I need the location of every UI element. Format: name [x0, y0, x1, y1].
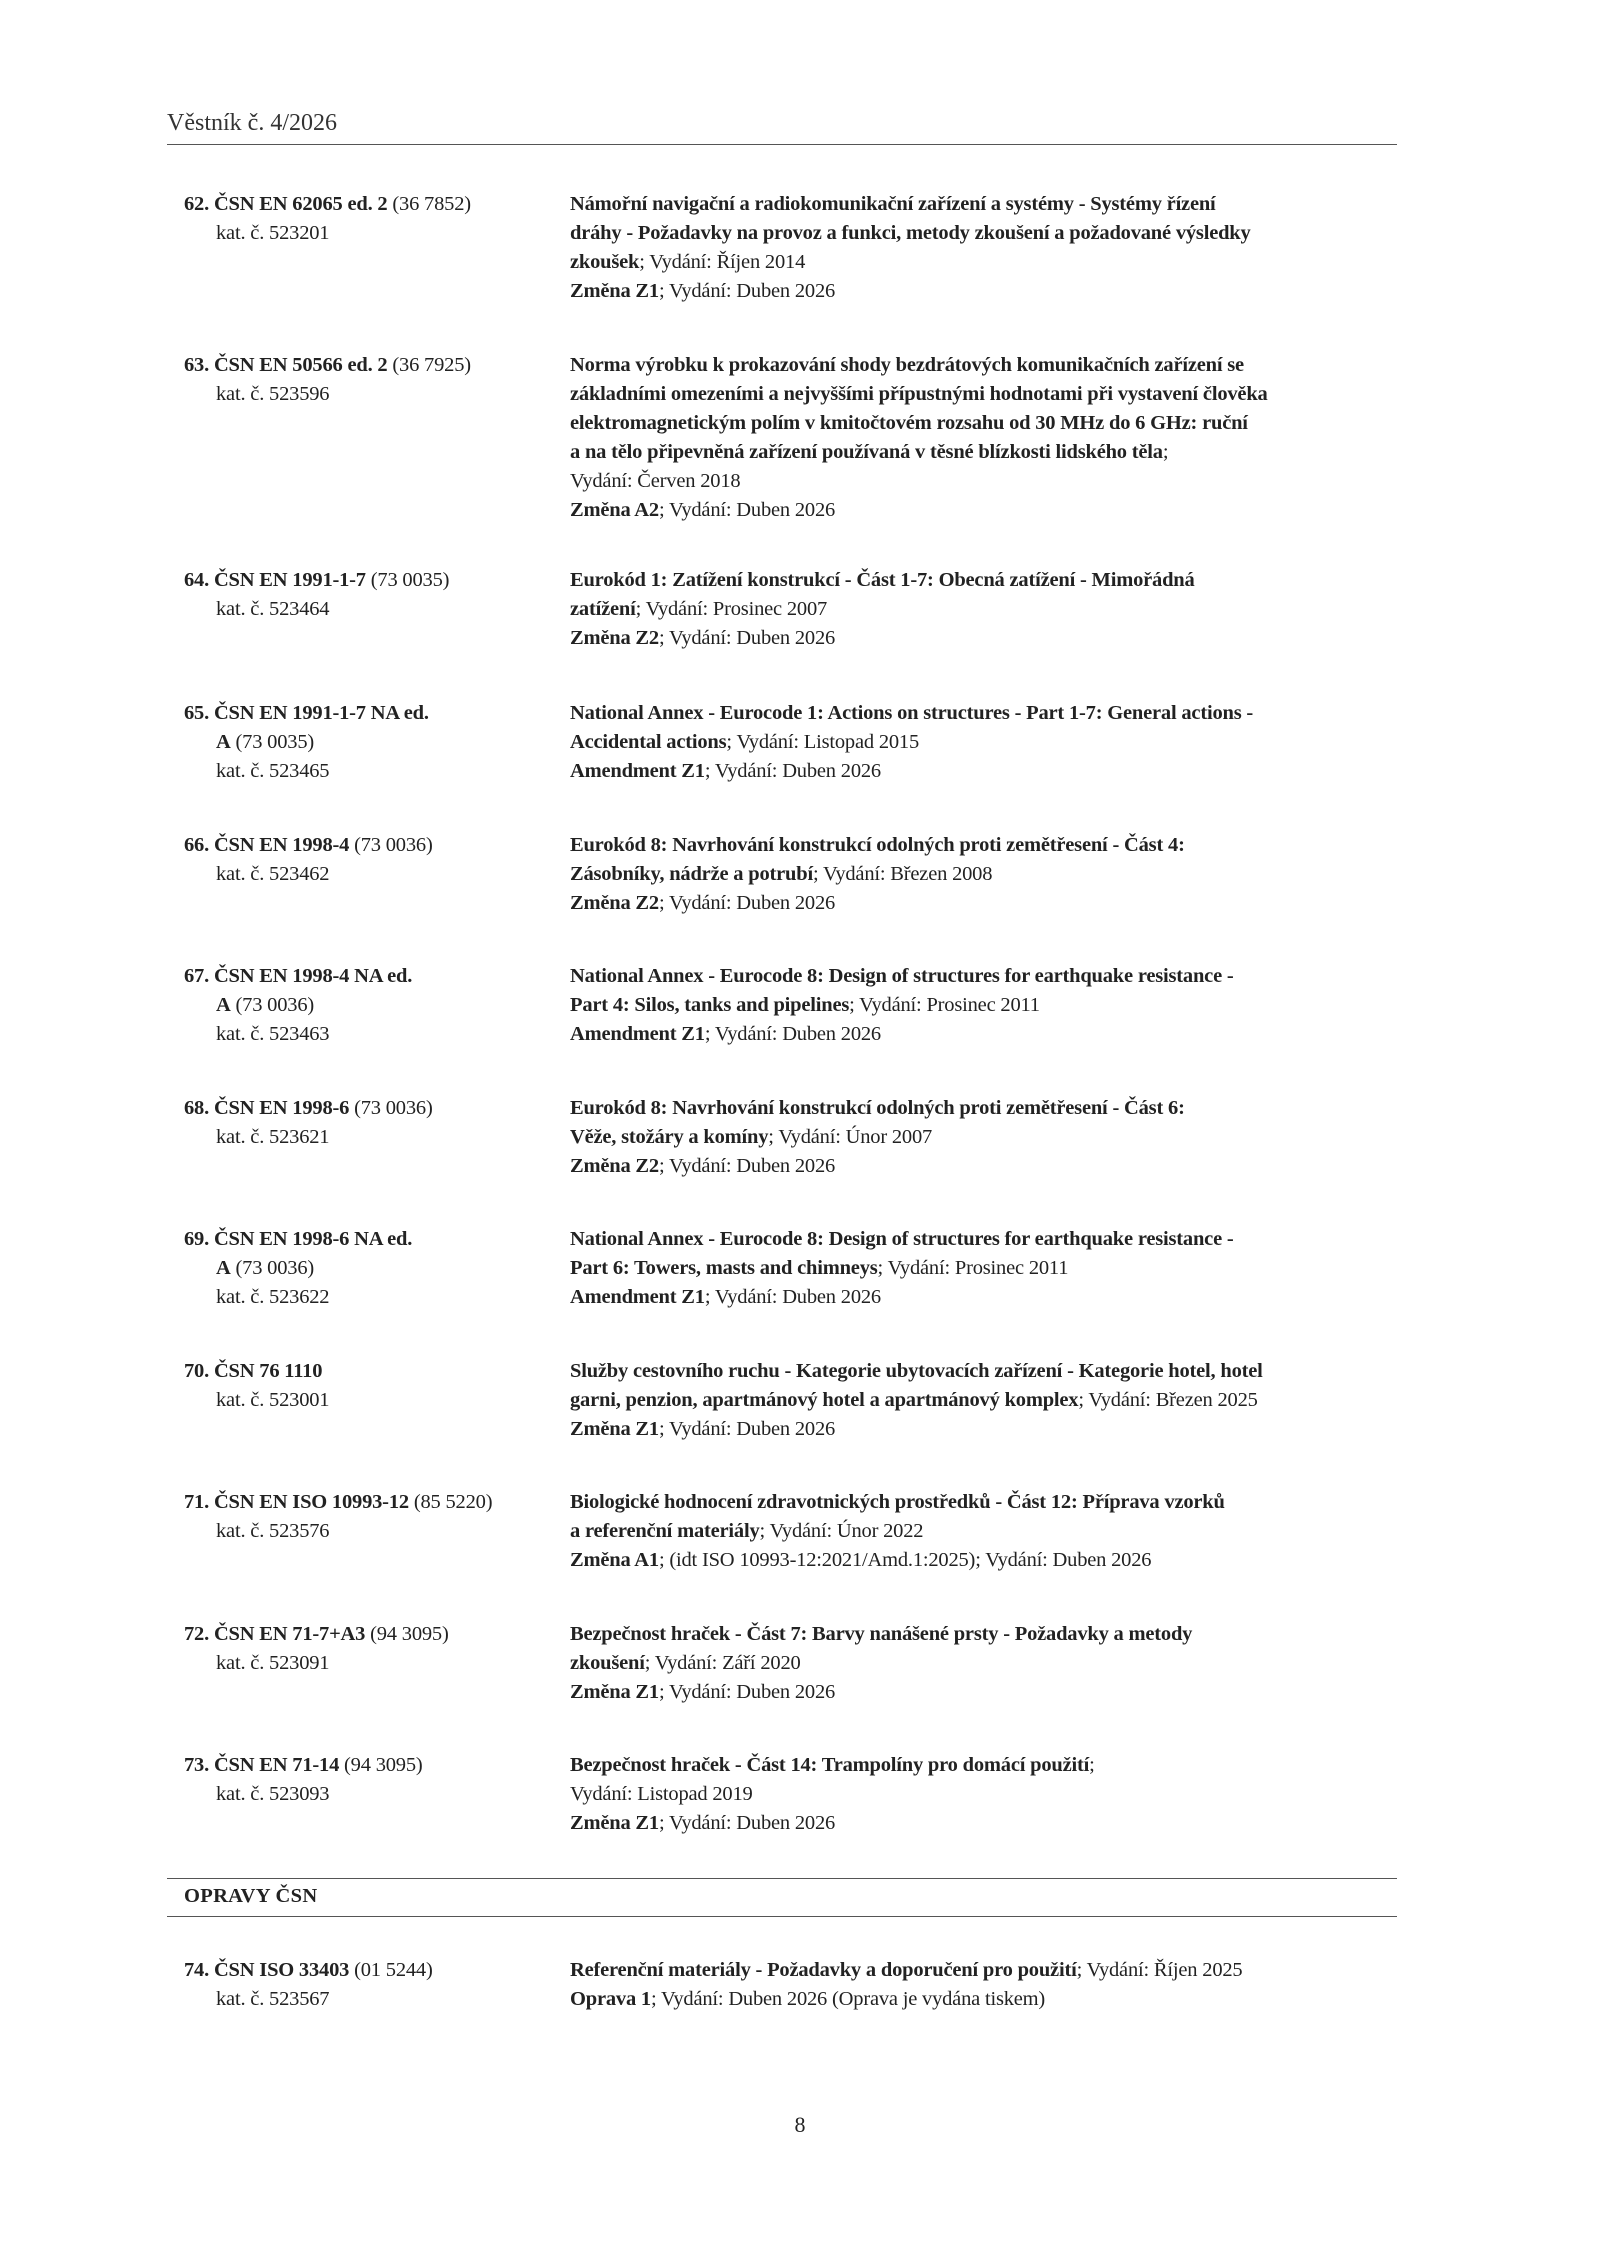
regular-text: ; Vydání: Duben 2026: [658, 1812, 836, 1834]
text-line: [184, 831, 564, 860]
bold-text: 64. ČSN EN 1991-1-7: [184, 569, 366, 591]
regular-text: ; Vydání: Březen 2025: [1078, 1389, 1258, 1411]
regular-text: ; Vydání: Duben 2026: [704, 1286, 881, 1308]
regular-text: kat. č. 523463: [216, 1023, 330, 1045]
standard-description: [570, 699, 1410, 786]
regular-text: kat. č. 523621: [216, 1126, 330, 1148]
bold-text: Služby cestovního ruchu - Kategorie ubytovacích zařízení - Kategorie hotel, hotel: [570, 1360, 1263, 1382]
journal-title: Věstník č. 4/2026: [167, 110, 337, 136]
bold-text: Oprava 1: [570, 1988, 651, 2010]
text-line: [570, 962, 1410, 991]
standard-description: [570, 1956, 1410, 2014]
text-line: [184, 1020, 564, 1049]
text-line: [570, 409, 1410, 438]
text-line: [184, 1985, 564, 2014]
regular-text: ; Vydání: Únor 2022: [759, 1520, 924, 1542]
text-line: [184, 1956, 564, 1985]
text-line: [184, 219, 564, 248]
bold-text: National Annex - Eurocode 8: Design of structures for earthquake resistance -: [570, 1228, 1234, 1250]
regular-text: ; Vydání: Září 2020: [644, 1652, 801, 1674]
text-line: [184, 1225, 564, 1254]
text-line: [184, 566, 564, 595]
bold-text: zkoušek: [570, 251, 640, 273]
bold-text: 69. ČSN EN 1998-6 NA ed.: [184, 1228, 413, 1250]
text-line: [184, 1751, 564, 1780]
bold-text: a na tělo připevněná zařízení používaná v těsné blízkosti lidského těla: [570, 441, 1163, 463]
bold-text: Eurokód 8: Navrhování konstrukcí odolných proti zemětřesení - Část 4:: [570, 834, 1185, 856]
bold-text: Eurokód 1: Zatížení konstrukcí - Část 1-7: Obecná zatížení - Mimořádná: [570, 569, 1195, 591]
regular-text: ; Vydání: Duben 2026: [658, 499, 836, 521]
regular-text: (36 7852): [387, 193, 471, 215]
regular-text: ;: [1162, 441, 1169, 463]
regular-text: kat. č. 523622: [216, 1286, 330, 1308]
text-line: [570, 1020, 1410, 1049]
regular-text: (36 7925): [387, 354, 471, 376]
text-line: [184, 1357, 564, 1386]
regular-text: kat. č. 523464: [216, 598, 330, 620]
text-line: [184, 728, 564, 757]
bold-text: A: [216, 994, 231, 1016]
regular-text: kat. č. 523201: [216, 222, 330, 244]
text-line: [570, 1225, 1410, 1254]
bold-text: 70. ČSN 76 1110: [184, 1360, 323, 1382]
bold-text: Změna Z1: [570, 1812, 659, 1834]
text-line: [570, 1546, 1410, 1575]
bold-text: 68. ČSN EN 1998-6: [184, 1097, 350, 1119]
bold-text: Změna Z2: [570, 627, 659, 649]
bold-text: elektromagnetickým polím v kmitočtovém rozsahu od 30 MHz do 6 GHz: ruční: [570, 412, 1248, 434]
regular-text: ; Vydání: Prosinec 2011: [849, 994, 1040, 1016]
bold-text: Referenční materiály - Požadavky a doporučení pro použití: [570, 1959, 1077, 1981]
text-line: [570, 1517, 1410, 1546]
regular-text: ; Vydání: Říjen 2014: [639, 251, 806, 273]
regular-text: ; Vydání: Listopad 2015: [726, 731, 920, 753]
text-line: [570, 1620, 1410, 1649]
bold-text: 65. ČSN EN 1991-1-7 NA ed.: [184, 702, 429, 724]
page-number: 8: [794, 2112, 806, 2137]
regular-text: (85 5220): [408, 1491, 493, 1513]
bold-text: základními omezeními a nejvyššími přípustnými hodnotami při vystavení člověka: [570, 383, 1268, 405]
text-line: [184, 190, 564, 219]
regular-text: ; Vydání: Říjen 2025: [1076, 1959, 1243, 1981]
regular-text: ; Vydání: Duben 2026: [658, 280, 836, 302]
standard-description: [570, 1488, 1410, 1575]
regular-text: ; Vydání: Duben 2026: [658, 627, 836, 649]
bold-text: Námořní navigační a radiokomunikační zařízení a systémy - Systémy řízení: [570, 193, 1216, 215]
standard-identifier: [184, 962, 564, 1049]
bold-text: dráhy - Požadavky na provoz a funkci, metody zkoušení a požadované výsledky: [570, 222, 1251, 244]
standard-description: [570, 831, 1410, 918]
text-line: [184, 1620, 564, 1649]
bold-text: National Annex - Eurocode 8: Design of structures for earthquake resistance -: [570, 965, 1234, 987]
regular-text: ; Vydání: Březen 2008: [812, 863, 993, 885]
text-line: [184, 757, 564, 786]
text-line: [570, 1152, 1410, 1181]
standard-identifier: [184, 1620, 564, 1678]
text-line: [570, 728, 1410, 757]
text-line: [570, 496, 1410, 525]
bold-text: Změna Z1: [570, 1418, 659, 1440]
text-line: [570, 757, 1410, 786]
bold-text: Biologické hodnocení zdravotnických prostředků - Část 12: Příprava vzorků: [570, 1491, 1225, 1513]
standard-identifier: [184, 699, 564, 786]
standard-description: [570, 1094, 1410, 1181]
bold-text: A: [216, 1257, 231, 1279]
standard-description: [570, 962, 1410, 1049]
regular-text: kat. č. 523576: [216, 1520, 330, 1542]
standard-identifier: [184, 1357, 564, 1415]
regular-text: kat. č. 523465: [216, 760, 330, 782]
text-line: [570, 1751, 1410, 1780]
text-line: [570, 1094, 1410, 1123]
regular-text: kat. č. 523462: [216, 863, 330, 885]
bold-text: Amendment Z1: [570, 1023, 705, 1045]
standard-description: [570, 1357, 1410, 1444]
section-divider-bottom: [167, 1916, 1397, 1917]
bold-text: Part 4: Silos, tanks and pipelines: [570, 994, 850, 1016]
regular-text: ; Vydání: Prosinec 2011: [877, 1257, 1069, 1279]
bold-text: garni, penzion, apartmánový hotel a apartmánový komplex: [570, 1389, 1079, 1411]
text-line: [184, 1386, 564, 1415]
regular-text: ; Vydání: Prosinec 2007: [635, 598, 828, 620]
standard-identifier: [184, 1488, 564, 1546]
regular-text: (01 5244): [349, 1959, 433, 1981]
standard-description: [570, 190, 1410, 306]
bold-text: Norma výrobku k prokazování shody bezdrátových komunikačních zařízení se: [570, 354, 1244, 376]
text-line: [570, 467, 1410, 496]
bold-text: zatížení: [570, 598, 636, 620]
regular-text: (73 0036): [230, 1257, 315, 1279]
regular-text: kat. č. 523596: [216, 383, 330, 405]
bold-text: Amendment Z1: [570, 1286, 705, 1308]
regular-text: (73 0036): [349, 834, 433, 856]
section-heading: OPRAVY ČSN: [184, 1885, 318, 1907]
text-line: [570, 1985, 1410, 2014]
text-line: [570, 248, 1410, 277]
regular-text: (94 3095): [365, 1623, 449, 1645]
regular-text: ;: [1089, 1754, 1095, 1776]
standard-description: [570, 351, 1410, 525]
standard-identifier: [184, 1225, 564, 1312]
regular-text: ; (idt ISO 10993-12:2021/Amd.1:2025); Vydání: Duben 2026: [658, 1549, 1152, 1571]
bold-text: Bezpečnost hraček - Část 7: Barvy nanášené prsty - Požadavky a metody: [570, 1623, 1193, 1645]
regular-text: ; Vydání: Duben 2026: [658, 1155, 836, 1177]
text-line: [184, 595, 564, 624]
standard-identifier: [184, 831, 564, 889]
text-line: [184, 1517, 564, 1546]
bold-text: Změna A1: [570, 1549, 659, 1571]
standard-description: [570, 566, 1410, 653]
text-line: [570, 219, 1410, 248]
text-line: [570, 1386, 1410, 1415]
text-line: [184, 1488, 564, 1517]
text-line: [184, 380, 564, 409]
text-line: [570, 831, 1410, 860]
regular-text: (73 0036): [230, 994, 315, 1016]
bold-text: Accidental actions: [570, 731, 727, 753]
regular-text: (73 0036): [349, 1097, 433, 1119]
standard-description: [570, 1620, 1410, 1707]
bold-text: Amendment Z1: [570, 760, 705, 782]
text-line: [570, 991, 1410, 1020]
text-line: [184, 1254, 564, 1283]
bold-text: 72. ČSN EN 71-7+A3: [184, 1623, 366, 1645]
text-line: [184, 1649, 564, 1678]
text-line: [570, 624, 1410, 653]
bold-text: Změna Z1: [570, 280, 659, 302]
regular-text: ; Vydání: Duben 2026: [704, 1023, 881, 1045]
text-line: [570, 1283, 1410, 1312]
regular-text: ; Vydání: Duben 2026 (Oprava je vydána tiskem): [650, 1988, 1046, 2010]
regular-text: ; Vydání: Únor 2007: [768, 1126, 933, 1148]
text-line: [570, 1678, 1410, 1707]
text-line: [570, 1415, 1410, 1444]
regular-text: Vydání: Listopad 2019: [570, 1783, 753, 1805]
bold-text: 67. ČSN EN 1998-4 NA ed.: [184, 965, 413, 987]
regular-text: kat. č. 523001: [216, 1389, 330, 1411]
text-line: [570, 1488, 1410, 1517]
bold-text: Změna A2: [570, 499, 659, 521]
bold-text: 71. ČSN EN ISO 10993-12: [184, 1491, 409, 1513]
bold-text: 66. ČSN EN 1998-4: [184, 834, 350, 856]
regular-text: (94 3095): [339, 1754, 423, 1776]
text-line: [570, 277, 1410, 306]
text-line: [570, 380, 1410, 409]
regular-text: ; Vydání: Duben 2026: [704, 760, 881, 782]
text-line: [184, 1283, 564, 1312]
text-line: [184, 351, 564, 380]
bold-text: 62. ČSN EN 62065 ed. 2: [184, 193, 388, 215]
standard-description: [570, 1751, 1410, 1838]
text-line: [184, 699, 564, 728]
bold-text: zkoušení: [570, 1652, 645, 1674]
text-line: [570, 1357, 1410, 1386]
bold-text: Změna Z2: [570, 1155, 659, 1177]
bold-text: Změna Z2: [570, 892, 659, 914]
text-line: [570, 1780, 1410, 1809]
standard-description: [570, 1225, 1410, 1312]
regular-text: kat. č. 523093: [216, 1783, 330, 1805]
regular-text: kat. č. 523091: [216, 1652, 330, 1674]
section-divider-top: [167, 1878, 1397, 1879]
text-line: [570, 860, 1410, 889]
standard-identifier: [184, 566, 564, 624]
text-line: [570, 1956, 1410, 1985]
text-line: [570, 438, 1410, 467]
text-line: [570, 595, 1410, 624]
bold-text: National Annex - Eurocode 1: Actions on structures - Part 1-7: General actions -: [570, 702, 1254, 724]
standard-identifier: [184, 1956, 564, 2014]
standard-identifier: [184, 1751, 564, 1809]
bold-text: Změna Z1: [570, 1681, 659, 1703]
regular-text: ; Vydání: Duben 2026: [658, 892, 836, 914]
regular-text: (73 0035): [365, 569, 450, 591]
standard-identifier: [184, 190, 564, 248]
text-line: [184, 962, 564, 991]
regular-text: Vydání: Červen 2018: [570, 470, 741, 492]
text-line: [570, 190, 1410, 219]
regular-text: kat. č. 523567: [216, 1988, 330, 2010]
text-line: [570, 566, 1410, 595]
text-line: [570, 1254, 1410, 1283]
regular-text: ; Vydání: Duben 2026: [658, 1681, 836, 1703]
text-line: [570, 1649, 1410, 1678]
bold-text: Věže, stožáry a komíny: [570, 1126, 769, 1148]
bold-text: Eurokód 8: Navrhování konstrukcí odolných proti zemětřesení - Část 6:: [570, 1097, 1185, 1119]
text-line: [184, 1123, 564, 1152]
bold-text: A: [216, 731, 231, 753]
regular-text: (73 0035): [230, 731, 315, 753]
text-line: [570, 1123, 1410, 1152]
bold-text: 73. ČSN EN 71-14: [184, 1754, 340, 1776]
standard-identifier: [184, 1094, 564, 1152]
regular-text: ; Vydání: Duben 2026: [658, 1418, 836, 1440]
text-line: [184, 1780, 564, 1809]
bold-text: 63. ČSN EN 50566 ed. 2: [184, 354, 388, 376]
text-line: [570, 699, 1410, 728]
bold-text: Part 6: Towers, masts and chimneys: [570, 1257, 878, 1279]
bold-text: a referenční materiály: [570, 1520, 760, 1542]
text-line: [184, 860, 564, 889]
bold-text: Bezpečnost hraček - Část 14: Trampolíny pro domácí použití: [570, 1754, 1090, 1776]
bold-text: 74. ČSN ISO 33403: [184, 1959, 350, 1981]
bold-text: Zásobníky, nádrže a potrubí: [570, 863, 813, 885]
text-line: [184, 1094, 564, 1123]
text-line: [570, 889, 1410, 918]
text-line: [570, 351, 1410, 380]
standard-identifier: [184, 351, 564, 409]
text-line: [184, 991, 564, 1020]
text-line: [570, 1809, 1410, 1838]
header-divider: [167, 144, 1397, 145]
